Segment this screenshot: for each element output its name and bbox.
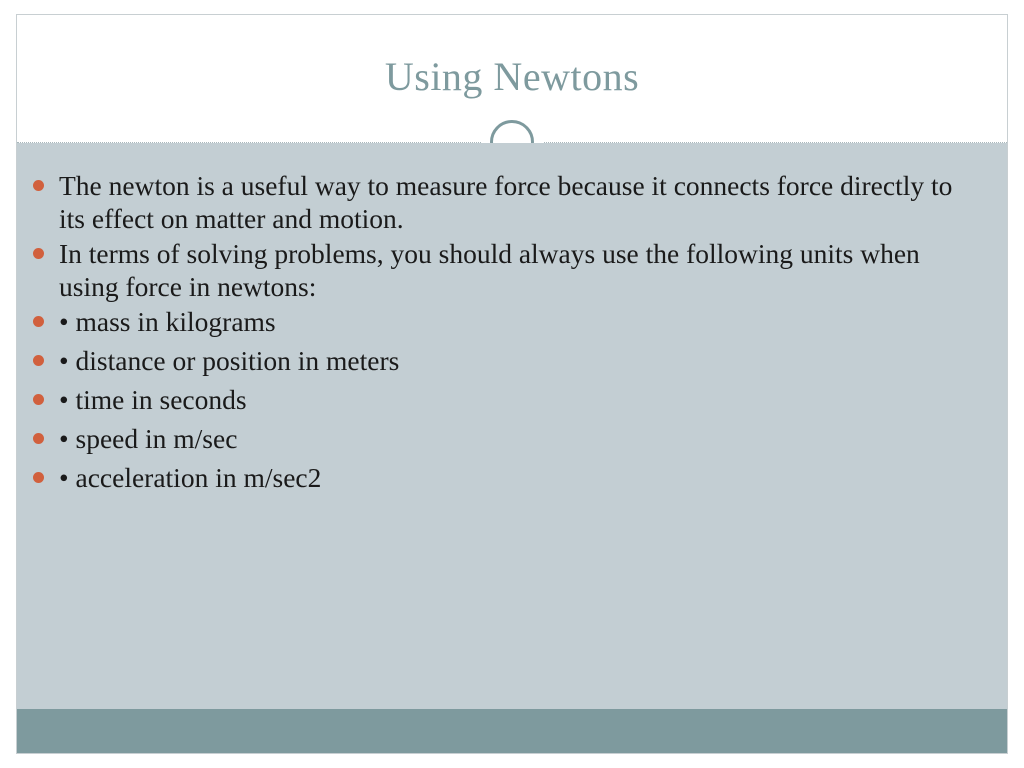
bullet-list [17, 143, 1007, 494]
list-item-text: • acceleration in m/sec2 [59, 462, 322, 493]
page-title: Using Newtons [384, 54, 640, 99]
list-item [29, 344, 981, 377]
slide-body [17, 143, 1007, 753]
bullet-dot-icon [33, 472, 44, 483]
list-item-text: • mass in kilograms [59, 306, 276, 337]
list-item-text: • speed in m/sec [59, 423, 238, 454]
slide [16, 14, 1008, 754]
list-item [29, 422, 981, 455]
list-item-text: • distance or position in meters [59, 345, 400, 376]
bullet-dot-icon [33, 180, 44, 191]
list-item [29, 305, 981, 338]
list-item-text: The newton is a useful way to measure force because it connects force directly to its effect on matter and motion. [59, 170, 953, 234]
bullet-dot-icon [33, 433, 44, 444]
bullet-dot-icon [33, 355, 44, 366]
footer-bar [17, 709, 1007, 753]
bullet-dot-icon [33, 248, 44, 259]
list-item-text: • time in seconds [59, 384, 247, 415]
list-item-text: In terms of solving problems, you should always use the following units when using force in newtons: [59, 238, 920, 302]
list-item [29, 383, 981, 416]
bullet-dot-icon [33, 394, 44, 405]
list-item [29, 461, 981, 494]
bullet-dot-icon [33, 316, 44, 327]
list-item [29, 237, 981, 303]
list-item [29, 169, 981, 235]
